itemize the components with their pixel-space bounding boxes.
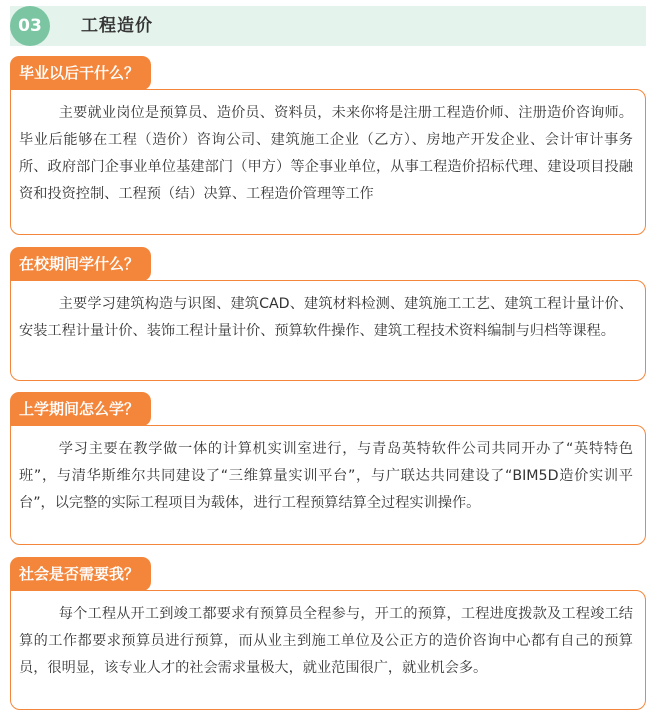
section-number-badge: 03 [10, 6, 50, 46]
section-body-social-demand: 每个工程从开工到竣工都要求有预算员全程参与，开工的预算，工程进度拨款及工程竣工结算的工作都要求预算员进行预算，而从业主到施工单位及公正方的造价咨询中心都有自己的预算员，很明显，该专业人才的社会需求量极大，就业范围很广，就业机会多。 [10, 590, 646, 710]
section-title-after-graduation: 毕业以后干什么？ [10, 56, 151, 90]
section-header [10, 6, 646, 46]
section-title-how-to-learn: 上学期间怎么学？ [10, 392, 151, 426]
section-body-what-to-learn: 主要学习建筑构造与识图、建筑CAD、建筑材料检测、建筑施工工艺、建筑工程计量计价、安装工程计量计价、装饰工程计量计价、预算软件操作、建筑工程技术资料编制与归档等课程。 [10, 280, 646, 381]
page-title: 工程造价 [81, 16, 153, 36]
section-title-social-demand: 社会是否需要我？ [10, 557, 151, 591]
section-title-what-to-learn: 在校期间学什么？ [10, 247, 151, 281]
section-body-after-graduation: 主要就业岗位是预算员、造价员、资料员，未来你将是注册工程造价师、注册造价咨询师。毕业后能够在工程（造价）咨询公司、建筑施工企业（乙方）、房地产开发企业、会计审计事务所、政府部门企事业单位基建部门（甲方）等企事业单位，从事工程造价招标代理、建设项目投融资和投资控制、工程预（结）决算、工程造价管理等工作 [10, 89, 646, 235]
section-body-how-to-learn: 学习主要在教学做一体的计算机实训室进行，与青岛英特软件公司共同开办了“英特特色班”，与清华斯维尔共同建设了“三维算量实训平台”，与广联达共同建设了“BIM5D造价实训平台”，以完整的实际工程项目为载体，进行工程预算结算全过程实训操作。 [10, 425, 646, 545]
